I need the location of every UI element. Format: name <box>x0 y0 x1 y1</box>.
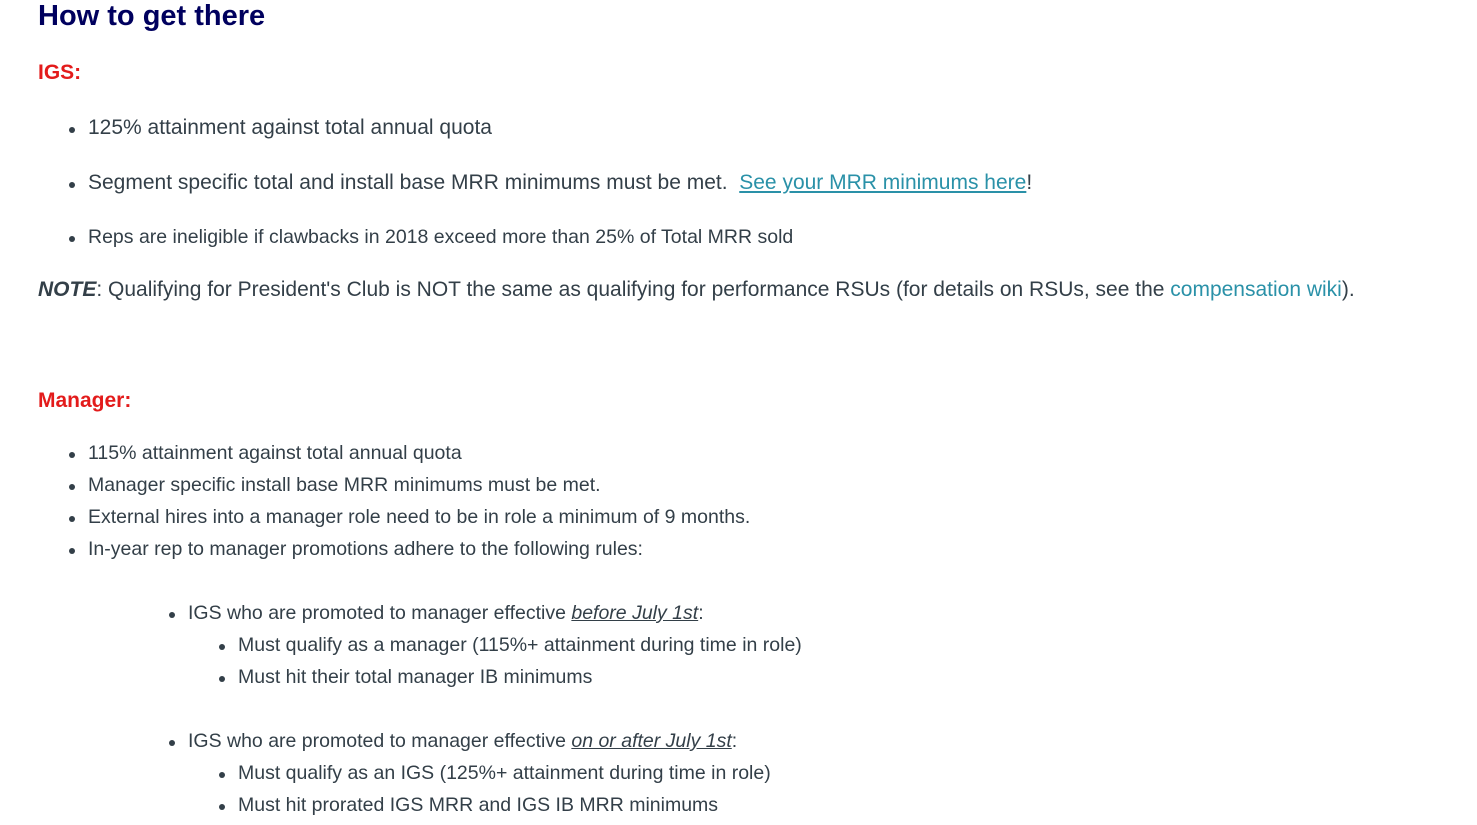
igs-item-mrr <box>88 171 1032 195</box>
igs-item-quota: 125% attainment against total annual quota <box>88 116 492 139</box>
rule-sub-item: Must qualify as a manager (115%+ attainment during time in role) <box>238 634 802 656</box>
rule-prefix: IGS who are promoted to manager effective <box>188 730 572 752</box>
bullet <box>69 127 75 133</box>
bullet <box>219 644 225 650</box>
manager-item: 115% attainment against total annual quota <box>88 442 462 464</box>
note-label: NOTE <box>38 278 97 301</box>
rule-sub-item: Must hit prorated IGS MRR and IGS IB MRR minimums <box>238 794 719 816</box>
bullet <box>69 182 75 188</box>
bullet <box>169 612 175 618</box>
promotion-rule-after <box>188 730 737 753</box>
bullet <box>219 804 225 810</box>
bullet <box>69 236 75 242</box>
manager-item: External hires into a manager role need to be in role a minimum of 9 months. <box>88 506 751 528</box>
bullet <box>69 516 75 522</box>
page-title: How to get there <box>38 0 266 32</box>
rule-suffix: : <box>731 730 738 752</box>
bullet <box>219 676 225 682</box>
bullet <box>69 452 75 458</box>
manager-item: In-year rep to manager promotions adhere to the following rules: <box>88 538 643 560</box>
compensation-wiki-link[interactable]: compensation wiki <box>1170 278 1342 301</box>
igs-heading: IGS: <box>38 61 82 84</box>
bullet <box>69 548 75 554</box>
manager-item: Manager specific install base MRR minimums must be met. <box>88 474 601 496</box>
promotion-rule-before <box>188 602 704 625</box>
rule-suffix: : <box>698 602 704 624</box>
note-suffix: ). <box>1341 278 1355 301</box>
igs-item-clawbacks: Reps are ineligible if clawbacks in 2018 exceed more than 25% of Total MRR sold <box>88 226 794 248</box>
rule-prefix: IGS who are promoted to manager effective <box>188 602 572 624</box>
rule-emphasis: on or after July 1st <box>571 730 732 752</box>
rule-sub-item: Must hit their total manager IB minimums <box>238 666 593 688</box>
igs-item-mrr-suffix: ! <box>1026 171 1033 194</box>
note-paragraph <box>38 278 1355 302</box>
bullet <box>219 772 225 778</box>
mrr-minimums-link[interactable]: See your MRR minimums here <box>739 171 1027 194</box>
bullet <box>169 740 175 746</box>
igs-item-mrr-text: Segment specific total and install base MRR minimums must be met. <box>88 171 728 194</box>
manager-heading: Manager: <box>38 389 132 412</box>
note-text: : Qualifying for President's Club is NOT the same as qualifying for performance RSUs (for details on RSUs, see the <box>96 278 1171 301</box>
rule-sub-item: Must qualify as an IGS (125%+ attainment during time in role) <box>238 762 771 784</box>
bullet <box>69 484 75 490</box>
rule-emphasis: before July 1st <box>571 602 699 624</box>
